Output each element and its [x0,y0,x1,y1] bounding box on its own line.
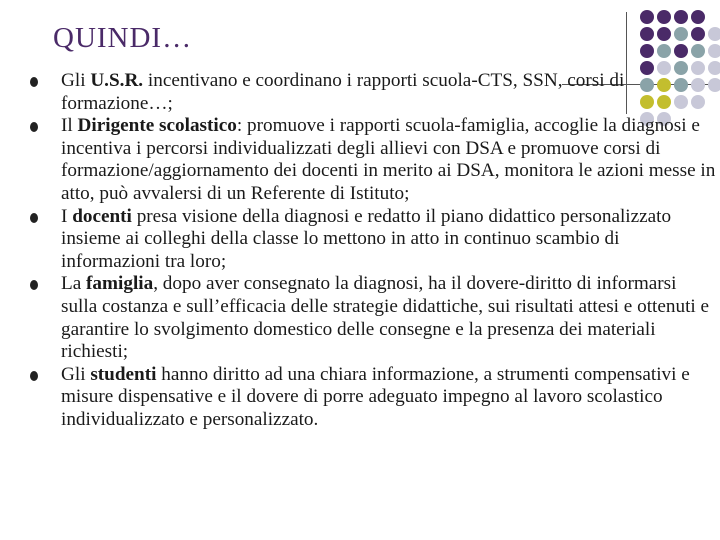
bullet-marker [30,280,38,290]
decorative-dot [674,10,688,24]
decorative-dot [691,44,705,58]
bullet-text-post: : promuove i rapporti scuola-famiglia, accoglie la diagnosi e incentiva i percorsi individualizzati degli allievi con DSA e promuove corsi di formazione/aggiornamento dei docenti in merito ai DSA, monitora le azioni messe in atto, può avvalersi di un Referente di Istituto; [61,115,716,204]
bullet-text-bold: docenti [72,205,132,227]
decorative-dot [708,44,720,58]
bullet-text-post: , dopo aver consegnato la diagnosi, ha il dovere-diritto di informarsi sulla costanza e sull’efficacia delle strategie didattiche, sui risultati attesi e ottenuti e garantire lo svolgimento domestico delle consegne e la presenza dei materiali richiesti; [61,273,710,363]
decorative-dot [657,44,671,58]
bullet-marker [30,213,38,223]
bullet-text-post: presa visione della diagnosi e redatto il piano didattico personalizzato insieme ai colleghi della classe lo mettono in atto in continuo scambio di informazioni tra loro; [61,205,672,272]
bullet-list [30,70,716,432]
bullet-text-pre: Il [61,115,78,137]
bullet-item-famiglia [30,273,716,363]
bullet-marker [30,371,38,381]
decorative-dot [640,10,654,24]
bullet-marker [30,122,38,132]
decorative-dot [640,27,654,41]
decorative-dot [691,27,705,41]
bullet-text-pre: Gli [61,363,91,385]
bullet-text-bold: Dirigente scolastico [77,115,237,137]
decorative-dot [674,44,688,58]
bullet-item-usr [30,70,716,115]
bullet-text-post: hanno diritto ad una chiara informazione, a strumenti compensativi e misure dispensative e il dovere di porre adeguato impegno al lavoro scolastico individualizzato e personalizzato. [61,363,690,430]
decorative-dot [708,27,720,41]
bullet-text-bold: famiglia [86,273,154,295]
slide-title: QUINDI… [53,22,193,54]
bullet-text-bold: studenti [90,363,157,385]
bullet-text-pre: Gli [61,70,91,91]
bullet-item-dirigente [30,115,716,205]
bullet-text-post: incentivano e coordinano i rapporti scuola-CTS, SSN, corsi di formazione…; [61,70,625,114]
bullet-item-docenti [30,206,716,274]
decorative-dot [674,27,688,41]
bullet-marker [30,77,38,87]
bullet-item-studenti [30,364,716,432]
decorative-dot [657,27,671,41]
decorative-dot [691,10,705,24]
bullet-text-bold: U.S.R. [90,70,144,91]
decorative-dot [640,44,654,58]
bullet-text-pre: La [61,273,87,295]
bullet-text-pre: I [61,205,73,227]
decorative-dot [657,10,671,24]
